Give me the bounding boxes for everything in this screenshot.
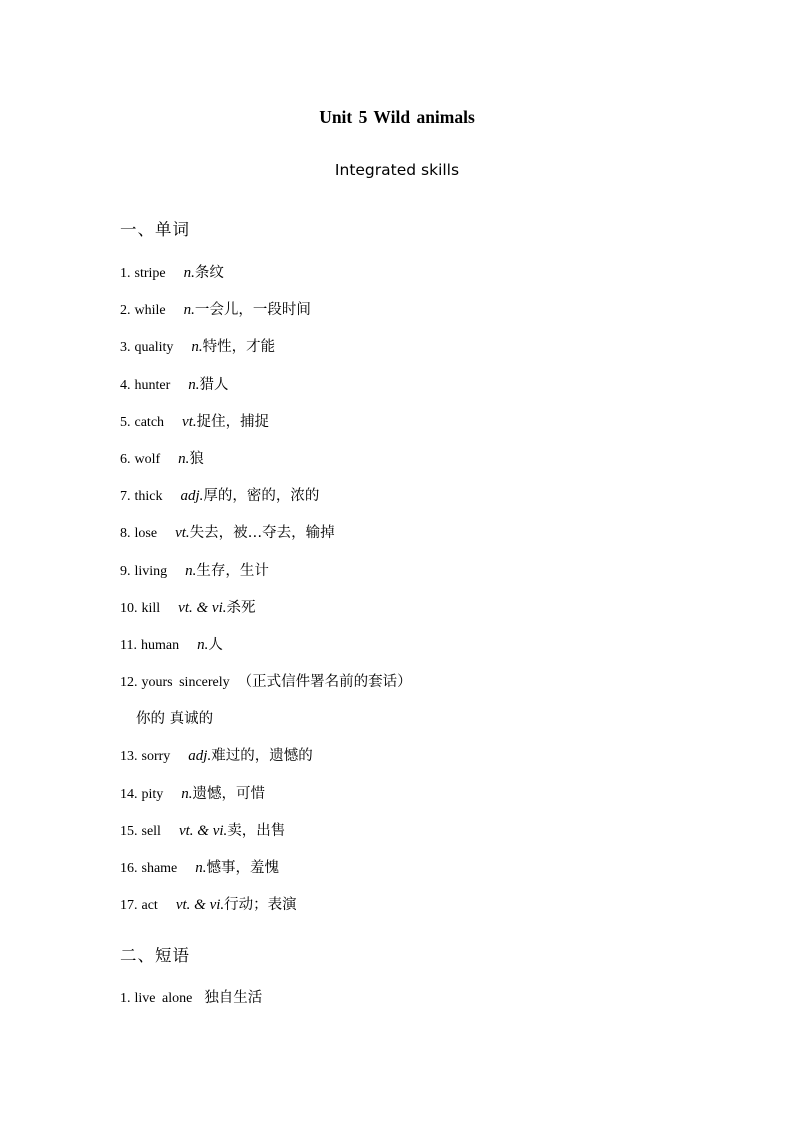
vocab-word: while (134, 303, 166, 319)
vocab-item (120, 633, 412, 670)
part-of-speech: n. (188, 376, 200, 393)
item-number: 2. (120, 303, 131, 319)
part-of-speech: n. (183, 265, 195, 281)
section-heading-phrases: 二、短语 (120, 946, 190, 965)
definition: 卖，出售 (227, 822, 286, 839)
item-number: 1. (120, 266, 131, 281)
vocab-item (120, 521, 412, 558)
vocab-word: shame (141, 861, 178, 876)
part-of-speech: vt. (175, 525, 190, 542)
phrase-list (120, 986, 262, 1023)
definition: 狼 (189, 450, 204, 467)
part-of-speech: n. (185, 562, 197, 579)
definition: 行动；表演 (224, 897, 297, 914)
item-number: 5. (120, 414, 131, 430)
part-of-speech: n. (181, 785, 193, 802)
vocab-item (120, 261, 412, 298)
vocab-item (120, 484, 412, 521)
vocab-item (120, 744, 412, 781)
part-of-speech: vt. & vi. (178, 822, 228, 839)
definition: 憾事，羞愧 (206, 860, 280, 876)
vocab-item (120, 782, 412, 819)
item-number: 15. (120, 823, 138, 839)
definition: 失去，被…夺去，输掉 (189, 525, 335, 542)
page-title: Unit 5 Wild animals (319, 107, 475, 127)
part-of-speech: n. (195, 860, 207, 876)
vocab-word: human (140, 637, 180, 653)
item-number: 11. (120, 637, 137, 653)
definition: 遗憾，可惜 (192, 785, 266, 802)
vocab-item (120, 447, 412, 484)
vocab-word: thick (134, 489, 163, 505)
vocab-item (120, 373, 412, 410)
part-of-speech: n. (183, 302, 195, 319)
vocab-item (120, 298, 412, 335)
definition: 特性，才能 (202, 339, 276, 356)
part-of-speech: vt. & vi. (178, 599, 227, 616)
item-number: 7. (120, 489, 131, 505)
vocab-word: sorry (141, 749, 171, 765)
definition: 厚的，密的，浓的 (203, 488, 320, 505)
vocab-word: lose (134, 526, 158, 542)
definition: 难过的，遗憾的 (211, 748, 313, 765)
vocab-item (120, 596, 412, 633)
item-number: 3. (120, 340, 131, 356)
definition: 猎人 (199, 376, 229, 393)
vocab-word: act (141, 898, 158, 914)
vocab-item-continuation (120, 707, 412, 744)
definition: 人 (208, 636, 223, 653)
item-number: 1. (120, 991, 131, 1006)
vocab-word: living (134, 563, 168, 579)
vocab-item (120, 856, 412, 893)
part-of-speech: n. (197, 636, 209, 653)
part-of-speech: n. (178, 450, 190, 467)
vocab-word: quality (134, 340, 174, 356)
vocab-item (120, 819, 412, 856)
phrase-text: live alone (134, 991, 193, 1006)
item-number: 8. (120, 526, 131, 542)
definition: （正式信件署名前的套话） (237, 674, 412, 691)
vocab-item (120, 410, 412, 447)
vocab-word: sell (141, 823, 161, 839)
item-number: 16. (120, 861, 138, 876)
part-of-speech: n. (191, 339, 203, 356)
vocab-item (120, 670, 412, 707)
item-number: 10. (120, 600, 138, 616)
vocab-item (120, 559, 412, 596)
section-heading-vocabulary: 一、单词 (120, 220, 190, 239)
vocabulary-list (120, 261, 412, 930)
definition-continued: 你的 真诚的 (136, 711, 214, 728)
vocab-word: kill (141, 600, 161, 616)
item-number: 17. (120, 898, 138, 914)
definition: 杀死 (226, 599, 256, 616)
vocab-word: yours sincerely (141, 675, 230, 691)
vocab-word: hunter (134, 377, 171, 393)
part-of-speech: vt. (182, 413, 197, 430)
vocab-word: pity (141, 786, 164, 802)
part-of-speech: adj. (188, 748, 212, 765)
definition: 一会儿，一段时间 (194, 302, 311, 319)
item-number: 4. (120, 377, 131, 393)
phrase-definition: 独自生活 (204, 990, 263, 1006)
definition: 生存，生计 (196, 562, 269, 579)
item-number: 9. (120, 563, 131, 579)
vocab-word: catch (134, 414, 165, 430)
item-number: 12. (120, 675, 138, 691)
item-number: 13. (120, 749, 138, 765)
definition: 捉住，捕捉 (196, 413, 270, 430)
item-number: 14. (120, 786, 138, 802)
page-subtitle: Integrated skills (334, 161, 460, 179)
part-of-speech: adj. (180, 488, 204, 505)
item-number: 6. (120, 451, 131, 467)
vocab-item (120, 335, 412, 372)
vocab-word: wolf (134, 451, 161, 467)
vocab-word: stripe (134, 266, 166, 281)
vocab-item (120, 893, 412, 930)
phrase-item (120, 986, 262, 1023)
definition: 条纹 (194, 265, 224, 281)
part-of-speech: vt. & vi. (175, 897, 225, 914)
